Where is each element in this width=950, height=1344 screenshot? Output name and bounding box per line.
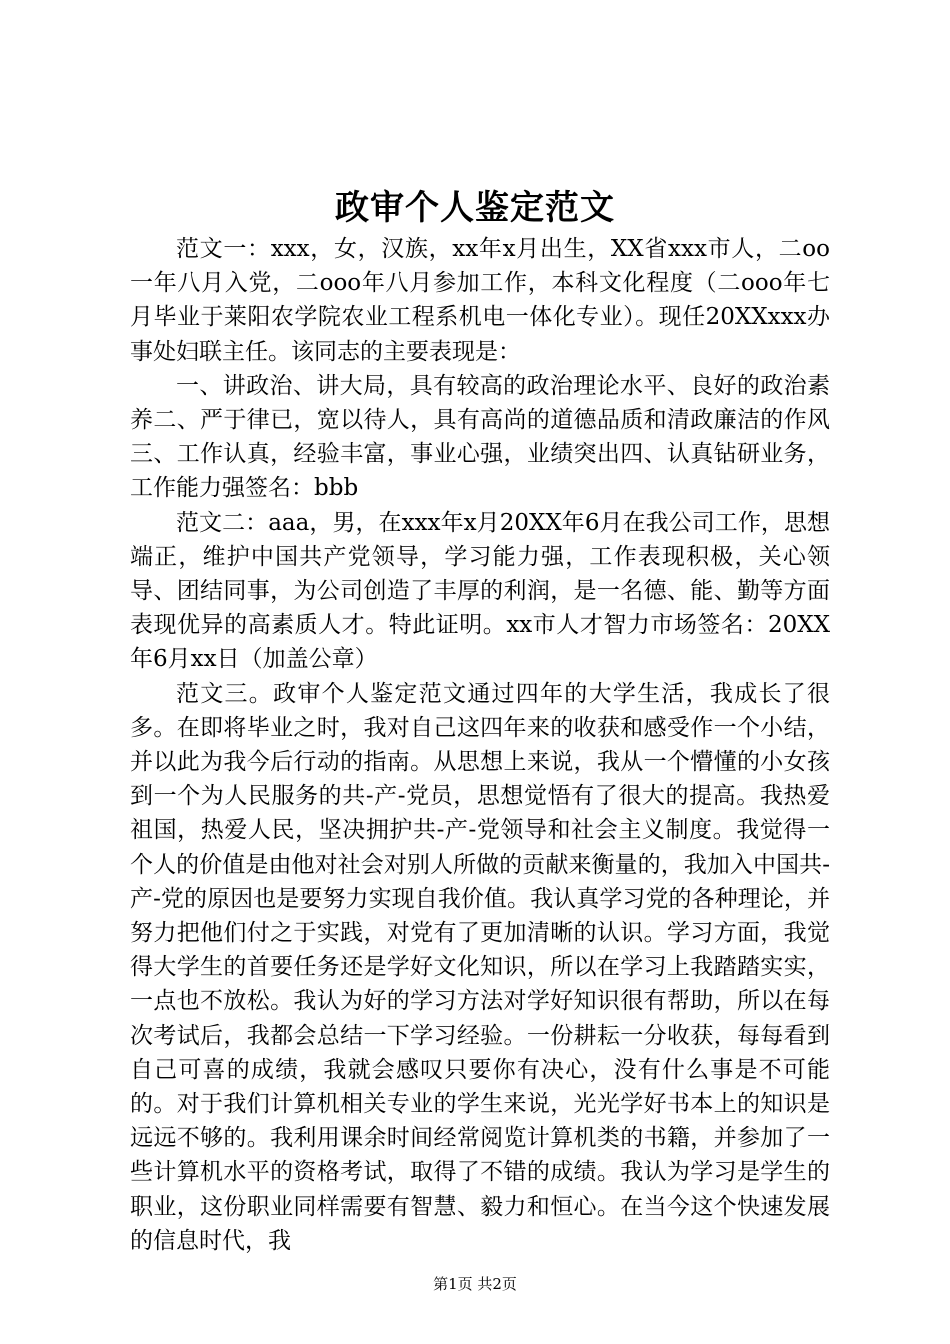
document-title: 政审个人鉴定范文 xyxy=(335,188,615,228)
paragraph-sample-two: 范文二：aaa，男，在xxx年x月20XX年6月在我公司工作，思想端正，维护中国共产党领导，学习能力强，工作表现积极，关心领导、团结同事，为公司创造了丰厚的利润，是一名德、能、勤等方面表现优异的高素质人才。特此证明。xx市人才智力市场签名：20XX年6月xx日（加盖公章） xyxy=(130,509,830,673)
paragraph-sample-one: 范文一：xxx，女，汉族，xx年x月出生，XX省xxx市人，二oo一年八月入党，二ooo年八月参加工作，本科文化程度（二ooo年七月毕业于莱阳农学院农业工程系机电一体化专业）。现任20XXxxx办事处妇联主任。该同志的主要表现是： xyxy=(130,236,830,365)
paragraph-sample-one-points: 一、讲政治、讲大局，具有较高的政治理论水平、良好的政治素养二、严于律已，宽以待人，具有高尚的道德品质和清政廉洁的作风三、工作认真，经验丰富，事业心强，业绩突出四、认真钻研业务，工作能力强签名：bbb xyxy=(130,372,830,502)
document-body xyxy=(130,232,830,1258)
paragraph-sample-three: 范文三。政审个人鉴定范文通过四年的大学生活，我成长了很多。在即将毕业之时，我对自己这四年来的收获和感受作一个小结，并以此为我今后行动的指南。从思想上来说，我从一个懵懂的小女孩到一个为人民服务的共-产-党员，思想觉悟有了很大的提高。我热爱祖国，热爱人民，坚决拥护共-产-党领导和社会主义制度。我觉得一个人的价值是由他对社会对别人所做的贡献来衡量的，我加入中国共-产-党的原因也是要努力实现自我价值。我认真学习党的各种理论，并努力把他们付之于实践，对党有了更加清晰的认识。学习方面，我觉得大学生的首要任务还是学好文化知识，所以在学习上我踏踏实实，一点也不放松。我认为好的学习方法对学好知识很有帮助，所以在每次考试后，我都会总结一下学习经验。一份耕耘一分收获，每每看到自己可喜的成绩，我就会感叹只要你有决心，没有什么事是不可能的。对于我们计算机相关专业的学生来说，光光学好书本上的知识是远远不够的。我利用课余时间经常阅览计算机类的书籍，并参加了一些计算机水平的资格考试，取得了不错的成绩。我认为学习是学生的职业，这份职业同样需要有智慧、毅力和恒心。在当今这个快速发展的信息时代，我 xyxy=(130,680,830,1254)
page-footer: 第1页 共2页 xyxy=(433,1275,517,1293)
